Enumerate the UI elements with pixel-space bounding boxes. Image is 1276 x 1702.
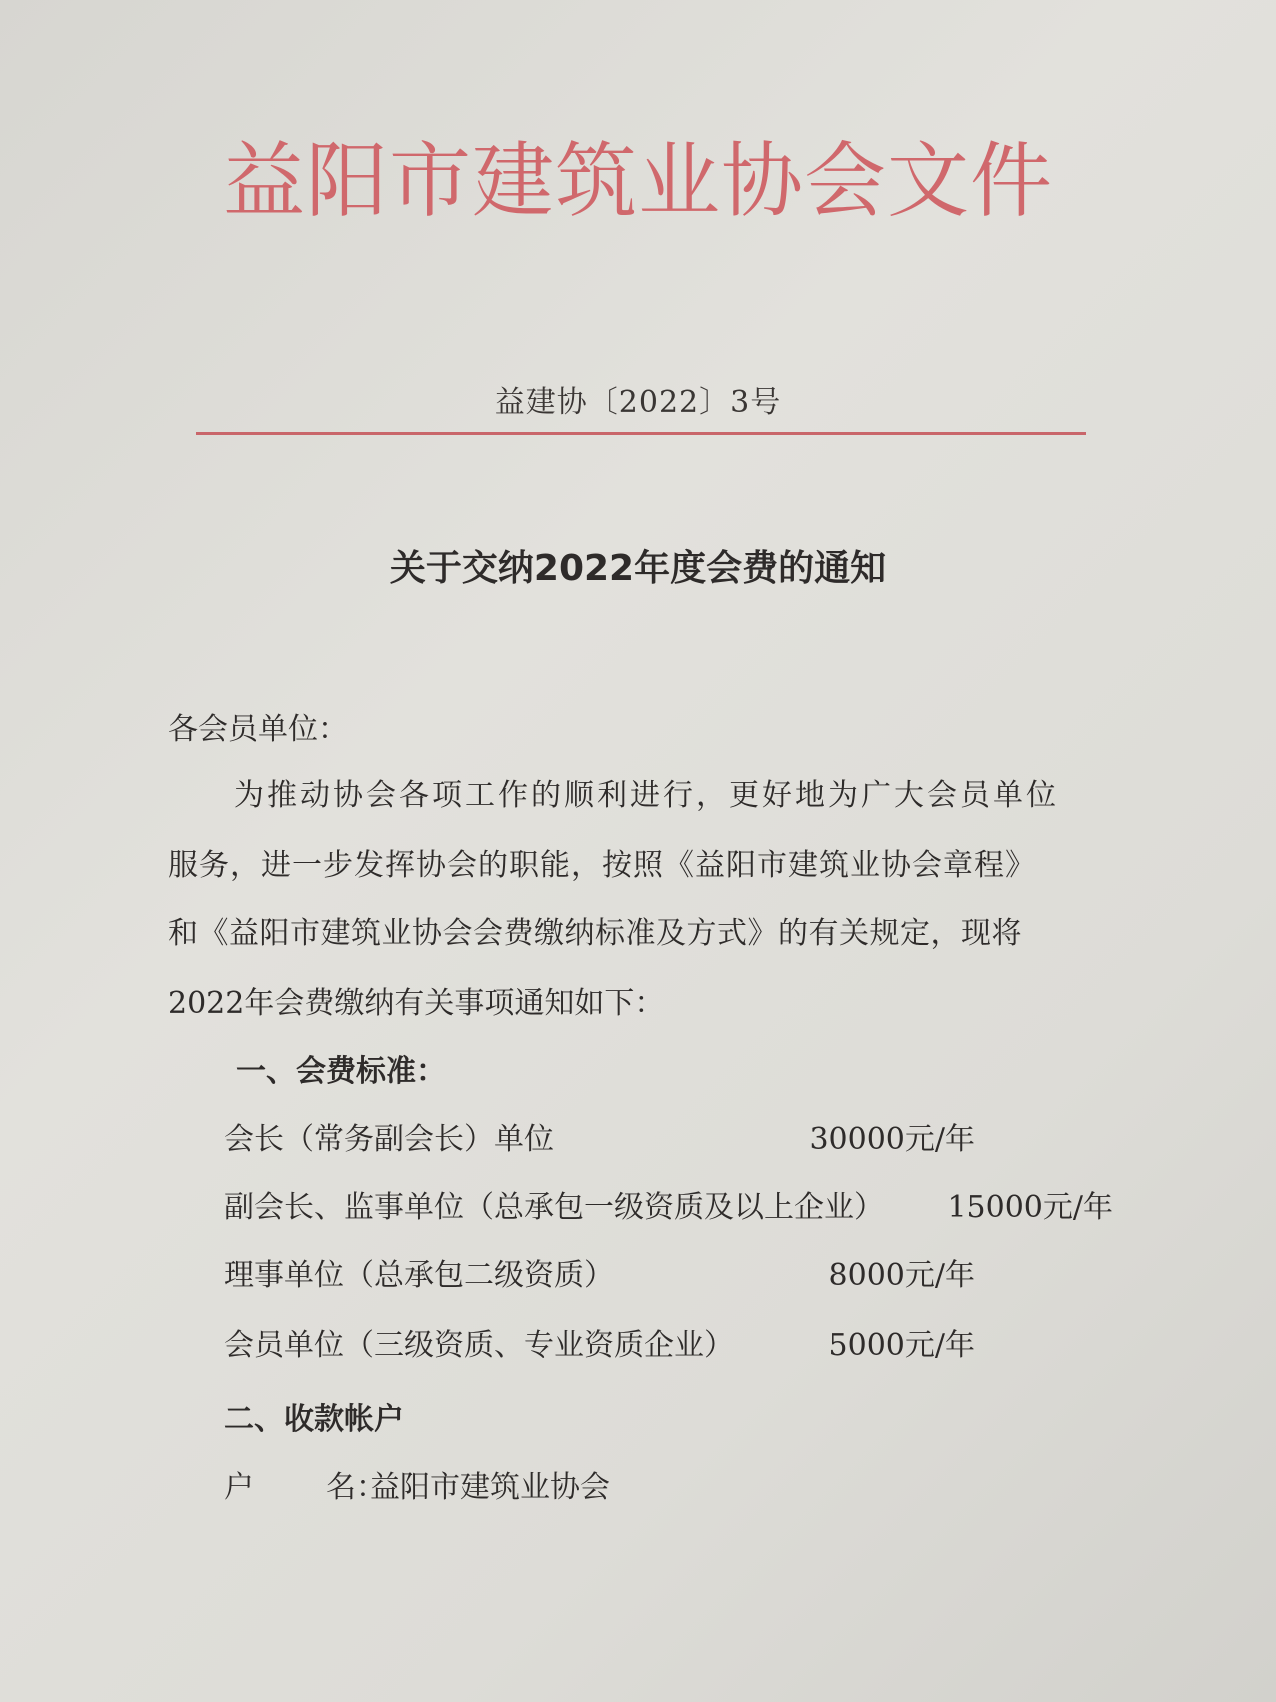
salutation: 各会员单位：: [168, 712, 348, 747]
document-number: 益建协〔2022〕3号: [494, 385, 782, 420]
fee-category: 理事单位（总承包二级资质）: [224, 1258, 614, 1293]
body-line: 和《益阳市建筑业协会会费缴纳标准及方式》的有关规定，现将: [168, 916, 1022, 951]
body-line: 2022年会费缴纳有关事项通知如下：: [168, 986, 665, 1021]
notice-title: 关于交纳2022年度会费的通知: [389, 548, 887, 589]
fee-category: 副会长、监事单位（总承包一级资质及以上企业）: [224, 1190, 884, 1225]
fee-row: [224, 1188, 1124, 1228]
fee-category: 会长（常务副会长）单位: [224, 1122, 554, 1157]
fee-row: [224, 1326, 1124, 1366]
account-label-part: 名：: [326, 1470, 386, 1505]
fee-row: [224, 1256, 1124, 1296]
fee-amount: 15000元/年: [947, 1190, 1113, 1225]
red-divider-line: [196, 432, 1086, 435]
fee-amount: 30000元/年: [809, 1122, 975, 1157]
section-heading-fee-standard: 一、会费标准：: [236, 1054, 446, 1089]
body-line: 为推动协会各项工作的顺利进行，更好地为广大会员单位: [234, 778, 1059, 813]
fee-amount: 5000元/年: [828, 1328, 975, 1363]
section-heading-account: 二、收款帐户: [224, 1402, 404, 1437]
account-name-row: [224, 1468, 610, 1508]
account-name-label: [224, 1468, 386, 1508]
fee-row: [224, 1120, 1124, 1160]
account-name-value: 益阳市建筑业协会: [370, 1470, 610, 1505]
fee-category: 会员单位（三级资质、专业资质企业）: [224, 1328, 734, 1363]
account-label-part: 户: [224, 1470, 254, 1505]
issuer-header-title: 益阳市建筑业协会文件: [222, 134, 1053, 229]
body-line: 服务，进一步发挥协会的职能，按照《益阳市建筑业协会章程》: [168, 848, 1036, 883]
fee-amount: 8000元/年: [828, 1258, 975, 1293]
